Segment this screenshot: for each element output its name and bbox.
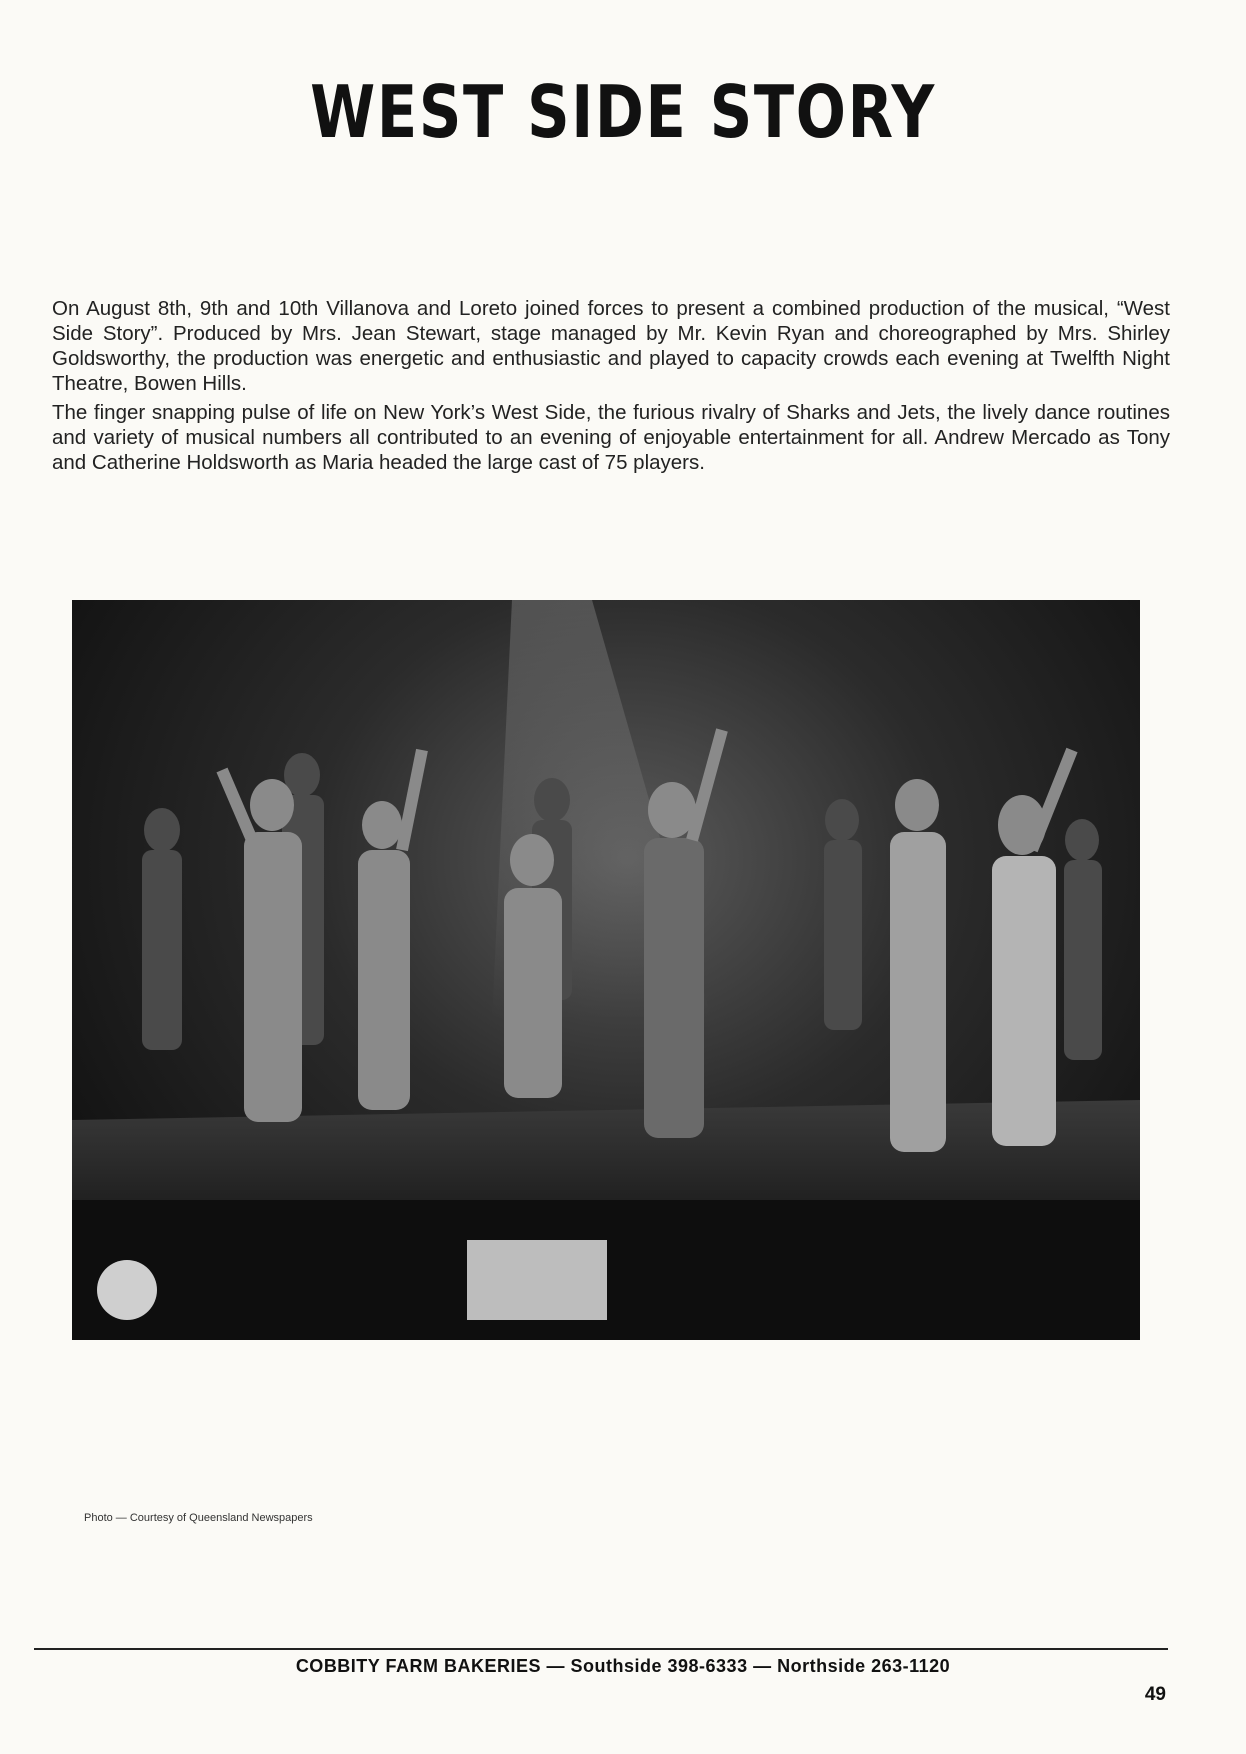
article-body (52, 296, 1170, 479)
page-title: WEST SIDE STORY (310, 70, 936, 154)
stage-photo-illustration (72, 600, 1140, 1340)
article-paragraph: On August 8th, 9th and 10th Villanova and Loreto joined forces to present a combined production of the musical, “West Side Story”. Produced by Mrs. Jean Stewart, stage managed by Mr. Kevin Ryan and choreographed by Mrs. Shirley Goldsworthy, the production was energetic and enthusiastic and played to capacity crowds each evening at Twelfth Night Theatre, Bowen Hills. (52, 297, 1170, 395)
photo-caption: Photo — Courtesy of Queensland Newspapers (84, 1512, 313, 1524)
stage-photo (72, 600, 1140, 1340)
footer-divider (34, 1648, 1168, 1650)
page-number: 49 (1144, 1684, 1166, 1705)
footer-advertisement: COBBITY FARM BAKERIES — Southside 398-6333 — Northside 263-1120 (295, 1656, 951, 1676)
article-paragraph: The finger snapping pulse of life on New York’s West Side, the furious rivalry of Sharks and Jets, the lively dance routines and variety of musical numbers all contributed to an evening of enjoyable entertainment for all. Andrew Mercado as Tony and Catherine Holdsworth as Maria headed the large cast of 75 players. (52, 401, 1170, 474)
